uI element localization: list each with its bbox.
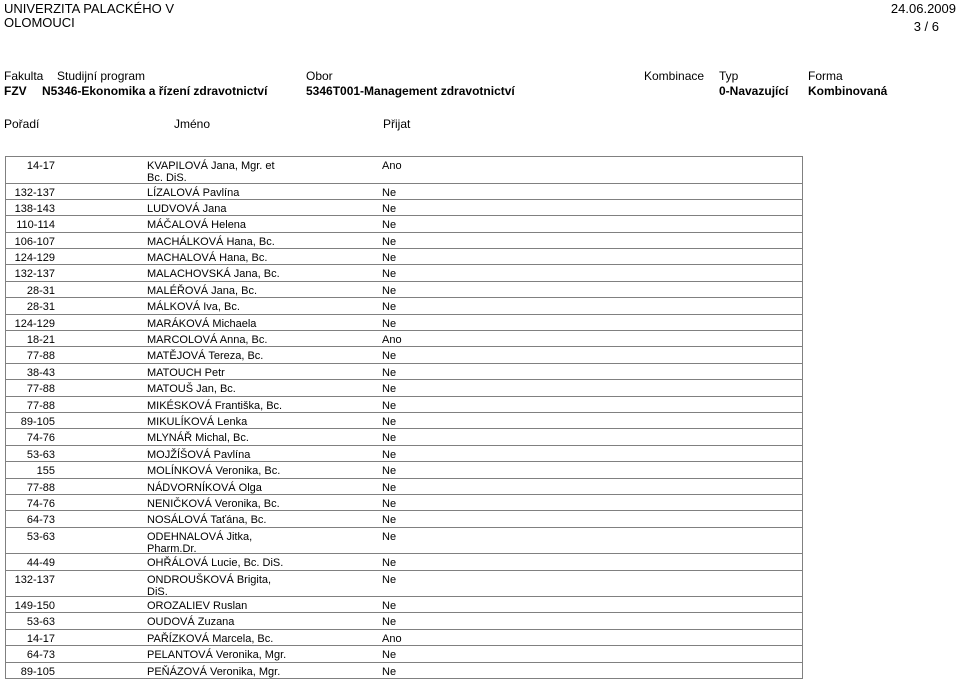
table-row bbox=[6, 380, 802, 396]
admitted-cell: Ne bbox=[382, 252, 397, 265]
name-cell: MÁLKOVÁ Iva, Bc. bbox=[147, 301, 240, 314]
table-row bbox=[6, 200, 802, 216]
rank-cell: 132-137 bbox=[14, 268, 55, 281]
table-row bbox=[6, 315, 802, 331]
rank-cell: 44-49 bbox=[26, 557, 55, 570]
table-row bbox=[6, 646, 802, 662]
admitted-cell: Ne bbox=[382, 600, 397, 613]
table-row bbox=[6, 397, 802, 413]
admitted-cell: Ne bbox=[382, 284, 397, 297]
rank-cell: 18-21 bbox=[26, 334, 55, 347]
name-cell: NÁDVORNÍKOVÁ Olga bbox=[147, 481, 262, 494]
table-row bbox=[6, 216, 802, 232]
rank-cell: 110-114 bbox=[16, 219, 55, 232]
table-row bbox=[6, 429, 802, 445]
table-row bbox=[6, 663, 802, 678]
name-cell: MARCOLOVÁ Anna, Bc. bbox=[147, 334, 268, 347]
name-cell: PEŇÁZOVÁ Veronika, Mgr. bbox=[147, 665, 281, 678]
table-row bbox=[6, 511, 802, 527]
rank-header: Pořadí bbox=[4, 117, 40, 131]
name-cell: PELANTOVÁ Veronika, Mgr. bbox=[147, 649, 287, 662]
table-row bbox=[6, 157, 802, 184]
rank-cell: 149-150 bbox=[14, 600, 55, 613]
table-row bbox=[6, 495, 802, 511]
table-row bbox=[6, 571, 802, 598]
name-cell: ONDROUŠKOVÁ Brigita, DiS. bbox=[147, 573, 272, 598]
page-number: 3 / 6 bbox=[913, 19, 939, 34]
table-row bbox=[6, 597, 802, 613]
name-cell: MATĚJOVÁ Tereza, Bc. bbox=[147, 350, 264, 363]
table-row bbox=[6, 630, 802, 646]
admitted-cell: Ne bbox=[382, 514, 397, 527]
name-cell: NENIČKOVÁ Veronika, Bc. bbox=[147, 497, 280, 510]
obor-label: Obor bbox=[306, 69, 333, 83]
table-row bbox=[6, 528, 802, 555]
table-row bbox=[6, 282, 802, 298]
admitted-cell: Ano bbox=[382, 334, 402, 347]
obor-value: 5346T001-Management zdravotnictví bbox=[306, 84, 515, 98]
table-row bbox=[6, 364, 802, 380]
name-cell: OHŘÁLOVÁ Lucie, Bc. DiS. bbox=[147, 557, 284, 570]
name-cell: OUDOVÁ Zuzana bbox=[147, 616, 235, 629]
admitted-cell: Ne bbox=[382, 616, 397, 629]
name-cell: LÍZALOVÁ Pavlína bbox=[147, 186, 240, 199]
name-cell: MÁČALOVÁ Helena bbox=[147, 219, 247, 232]
table-row bbox=[6, 446, 802, 462]
rank-cell: 77-88 bbox=[26, 350, 55, 363]
name-cell: MIKÉSKOVÁ Františka, Bc. bbox=[147, 399, 283, 412]
results-table bbox=[5, 156, 803, 679]
rank-cell: 138-143 bbox=[14, 202, 55, 215]
rank-cell: 77-88 bbox=[26, 399, 55, 412]
typ-label: Typ bbox=[719, 69, 739, 83]
typ-value: 0-Navazující bbox=[719, 84, 789, 98]
table-row bbox=[6, 184, 802, 200]
name-cell: PAŘÍZKOVÁ Marcela, Bc. bbox=[147, 632, 274, 645]
table-row bbox=[6, 413, 802, 429]
admitted-cell: Ne bbox=[382, 202, 397, 215]
rank-cell: 89-105 bbox=[20, 665, 55, 678]
admitted-cell: Ne bbox=[382, 301, 397, 314]
admitted-cell: Ne bbox=[382, 350, 397, 363]
admitted-cell: Ne bbox=[382, 497, 397, 510]
admitted-cell: Ne bbox=[382, 530, 397, 543]
admitted-header: Přijat bbox=[383, 117, 411, 131]
admitted-cell: Ne bbox=[382, 383, 397, 396]
name-cell: MATOUŠ Jan, Bc. bbox=[147, 383, 236, 396]
table-row bbox=[6, 331, 802, 347]
name-cell: NOSÁLOVÁ Taťána, Bc. bbox=[147, 514, 267, 527]
admitted-cell: Ne bbox=[382, 219, 397, 232]
admitted-cell: Ne bbox=[382, 573, 397, 586]
rank-cell: 53-63 bbox=[26, 530, 55, 543]
table-row bbox=[6, 479, 802, 495]
rank-cell: 38-43 bbox=[26, 366, 55, 379]
fakulta-value: FZV bbox=[4, 84, 27, 98]
name-cell: MALACHOVSKÁ Jana, Bc. bbox=[147, 268, 280, 281]
table-row bbox=[6, 613, 802, 629]
table-row bbox=[6, 298, 802, 314]
table-row bbox=[6, 233, 802, 249]
rank-cell: 106-107 bbox=[14, 235, 55, 248]
admitted-cell: Ne bbox=[382, 366, 397, 379]
name-cell: MOLÍNKOVÁ Veronika, Bc. bbox=[147, 465, 281, 478]
admitted-cell: Ano bbox=[382, 160, 402, 172]
admitted-cell: Ne bbox=[382, 481, 397, 494]
name-cell: MATOUCH Petr bbox=[147, 366, 225, 379]
admitted-cell: Ano bbox=[382, 632, 402, 645]
rank-cell: 14-17 bbox=[26, 160, 55, 172]
name-cell: ODEHNALOVÁ Jitka, Pharm.Dr. bbox=[147, 530, 253, 555]
admitted-cell: Ne bbox=[382, 448, 397, 461]
name-cell: MLYNÁŘ Michal, Bc. bbox=[147, 432, 249, 445]
admitted-cell: Ne bbox=[382, 186, 397, 199]
rank-cell: 74-76 bbox=[26, 497, 55, 510]
name-header: Jméno bbox=[174, 117, 211, 131]
rank-cell: 64-73 bbox=[26, 649, 55, 662]
table-row bbox=[6, 249, 802, 265]
name-cell: MOJŽÍŠOVÁ Pavlína bbox=[147, 448, 251, 461]
admitted-cell: Ne bbox=[382, 268, 397, 281]
table-row bbox=[6, 462, 802, 478]
name-cell: MALÉŘOVÁ Jana, Bc. bbox=[147, 284, 258, 297]
rank-cell: 28-31 bbox=[26, 301, 55, 314]
rank-cell: 74-76 bbox=[26, 432, 55, 445]
table-row bbox=[6, 554, 802, 570]
rank-cell: 53-63 bbox=[26, 448, 55, 461]
rank-cell: 28-31 bbox=[26, 284, 55, 297]
name-cell: KVAPILOVÁ Jana, Mgr. et Bc. DiS. bbox=[147, 160, 275, 184]
rank-cell: 64-73 bbox=[26, 514, 55, 527]
rank-cell: 53-63 bbox=[26, 616, 55, 629]
program-value: N5346-Ekonomika a řízení zdravotnictví bbox=[42, 84, 268, 98]
report-date: 24.06.2009 bbox=[890, 1, 956, 16]
admitted-cell: Ne bbox=[382, 557, 397, 570]
table-row bbox=[6, 347, 802, 363]
rank-cell: 132-137 bbox=[14, 186, 55, 199]
admitted-cell: Ne bbox=[382, 649, 397, 662]
rank-cell: 132-137 bbox=[14, 573, 55, 586]
name-cell: MACHALOVÁ Hana, Bc. bbox=[147, 252, 268, 265]
rank-cell: 124-129 bbox=[14, 317, 55, 330]
program-label: Studijní program bbox=[57, 69, 146, 83]
rank-cell: 155 bbox=[36, 465, 55, 478]
forma-label: Forma bbox=[808, 69, 843, 83]
admitted-cell: Ne bbox=[382, 317, 397, 330]
university-name-line2: OLOMOUCI bbox=[4, 15, 75, 30]
rank-cell: 14-17 bbox=[26, 632, 55, 645]
rank-cell: 124-129 bbox=[14, 252, 55, 265]
table-row bbox=[6, 265, 802, 281]
admitted-cell: Ne bbox=[382, 399, 397, 412]
rank-cell: 77-88 bbox=[26, 383, 55, 396]
name-cell: MARÁKOVÁ Michaela bbox=[147, 317, 257, 330]
admitted-cell: Ne bbox=[382, 235, 397, 248]
name-cell: MACHÁLKOVÁ Hana, Bc. bbox=[147, 235, 275, 248]
admitted-cell: Ne bbox=[382, 415, 397, 428]
rank-cell: 89-105 bbox=[20, 415, 55, 428]
name-cell: MIKULÍKOVÁ Lenka bbox=[147, 415, 248, 428]
forma-value: Kombinovaná bbox=[808, 84, 888, 98]
name-cell: OROZALIEV Ruslan bbox=[147, 600, 248, 613]
admitted-cell: Ne bbox=[382, 432, 397, 445]
admitted-cell: Ne bbox=[382, 465, 397, 478]
university-name-line1: UNIVERZITA PALACKÉHO V bbox=[4, 1, 175, 16]
rank-cell: 77-88 bbox=[26, 481, 55, 494]
admitted-cell: Ne bbox=[382, 665, 397, 678]
name-cell: LUDVOVÁ Jana bbox=[147, 202, 227, 215]
fakulta-label: Fakulta bbox=[4, 69, 44, 83]
kombinace-label: Kombinace bbox=[644, 69, 705, 83]
